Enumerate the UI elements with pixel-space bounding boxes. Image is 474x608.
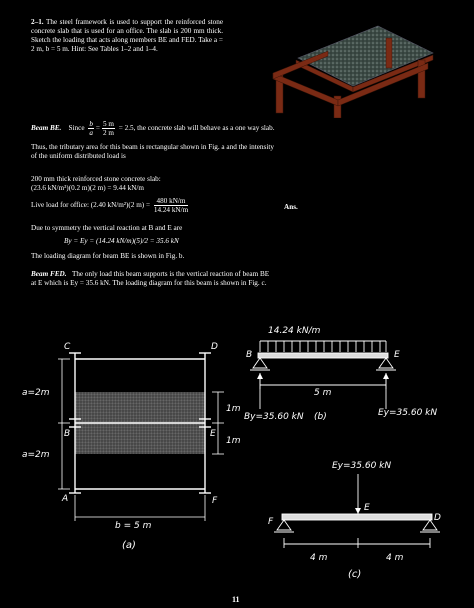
- fig-b-label: (b): [314, 412, 327, 422]
- problem-number: 2–1.: [31, 18, 44, 26]
- live-label: Live load for office: (2.40 kN/m²)(2 m) =: [31, 201, 151, 210]
- tributary-text: Thus, the tributary area for this beam is rectangular shown in Fig. a and the intensity of the uniform distributed load is: [31, 143, 274, 160]
- page-number: 11: [232, 595, 240, 604]
- dead-load: 200 mm thick reinforced stone concrete slab: (23.6 kN/m³)(0.2 m)(2 m) = 9.44 kN/m: [31, 175, 161, 192]
- beam-fed-heading: Beam FED.: [31, 270, 67, 278]
- fig-b-node-e: E: [394, 350, 400, 360]
- fig-c-node-d: D: [434, 513, 441, 523]
- fig-c-node-f: F: [268, 517, 274, 527]
- node-d: D: [211, 342, 218, 352]
- load-arrows: [260, 341, 386, 352]
- figure-b: [238, 315, 463, 425]
- fig-c-label: (c): [348, 569, 362, 580]
- fig-c-span-right: 4 m: [386, 553, 404, 563]
- pin-support-e: [379, 358, 393, 368]
- beam-fed-text: Beam FED. The only load this beam supports is the vertical reaction of beam BE at E which is Ey = 35.6 kN. The loading diagram for this beam is shown in Fig. c.: [31, 270, 270, 287]
- dim-a-top: a=2m: [22, 388, 50, 398]
- fig-c-load: Ey=35.60 kN: [332, 461, 392, 471]
- dim-a-bottom: a=2m: [22, 450, 50, 460]
- fig-c-node-e: E: [364, 503, 370, 513]
- framework-illustration: [268, 18, 438, 118]
- diagram-text: The loading diagram for beam BE is shown in Fig. b.: [31, 252, 185, 260]
- fig-a-label: (a): [122, 540, 136, 551]
- ratio-ba: $\frac{b}{a}$: [89, 120, 93, 137]
- since-text: Since: [68, 124, 85, 133]
- figure-c: [262, 450, 442, 585]
- reaction-calc: By = Ey = (14.24 kN/m)(5)/2 = 35.6 kN: [64, 237, 179, 245]
- dim-1m-bottom: 1m: [226, 436, 241, 446]
- beam-be-member: [258, 353, 388, 358]
- fig-b-node-b: B: [246, 350, 253, 360]
- node-a: A: [62, 494, 69, 504]
- problem-statement: [31, 18, 223, 54]
- node-f: F: [212, 496, 218, 506]
- fig-b-reaction-b: By=35.60 kN: [244, 412, 304, 422]
- answer-tag: Ans.: [284, 203, 298, 211]
- node-c: C: [64, 342, 71, 352]
- problem-text: The steel framework is used to support the reinforced stone concrete slab that is used for an office. The slab is 200 mm thick. Sketch the loading that acts along members BE and FED. Take a = 2 m, b = 5 m. Hint: See Tables 1–2 and 1–4.: [31, 18, 224, 53]
- fig-c-span-left: 4 m: [310, 553, 328, 563]
- beam-fed-member: [282, 514, 432, 520]
- ratio-result: = 2.5, the concrete slab will behave as a one way slab.: [118, 124, 275, 133]
- column: [386, 38, 392, 68]
- node-b: B: [64, 429, 71, 439]
- total-load: $\frac{480 kN/m}{14.24 kN/m}$: [153, 197, 189, 214]
- pin-support-f: [277, 520, 291, 530]
- symmetry-text: Due to symmetry the vertical reaction at B and E are: [31, 224, 183, 232]
- node-e: E: [210, 429, 216, 439]
- dim-b: b = 5 m: [115, 521, 152, 531]
- ratio-values: $\frac{5 m}{2 m}$: [102, 120, 114, 137]
- fig-b-reaction-e: Ey=35.60 kN: [378, 408, 438, 418]
- fig-b-load: 14.24 kN/m: [268, 326, 321, 336]
- dim-1m-top: 1m: [226, 404, 241, 414]
- beam-be-ratio-line: Beam BE. Since $\frac{b}{a}$ = $\frac{5 m}{2 m}$ = 2.5, the concrete slab will behave as a one way slab.: [31, 120, 275, 137]
- pin-support-b: [253, 358, 267, 368]
- fig-b-span: 5 m: [314, 388, 332, 398]
- beam-be-heading: Beam BE.: [31, 124, 62, 133]
- figure-a: [20, 335, 253, 560]
